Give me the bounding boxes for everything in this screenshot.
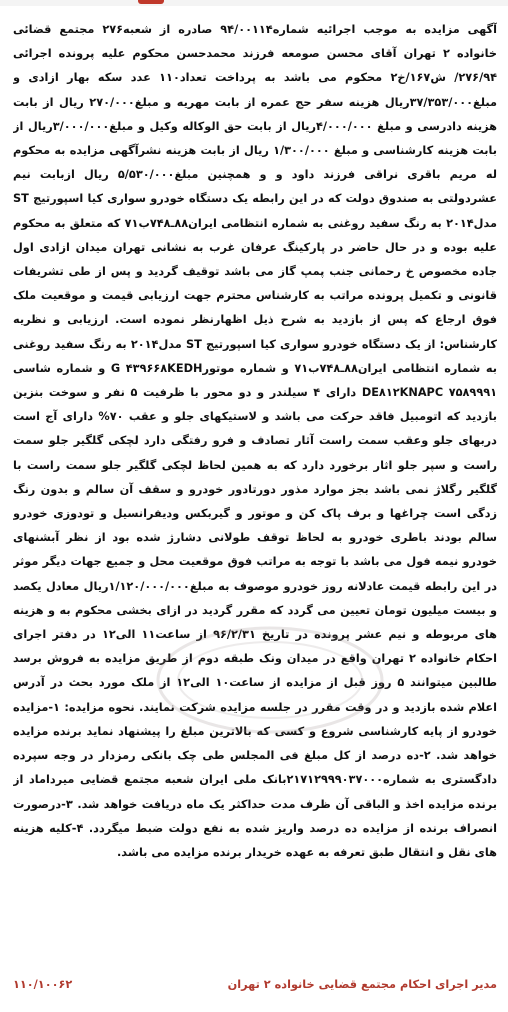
footer bbox=[13, 972, 497, 996]
auction-notice-body: آگهی مزایده به موجب اجرائیه شماره۹۴/۰۰۱۱۴ صادره از شعبه۲۷۶ مجتمع قضائی خانواده ۲ تهران آقای محسن صومعه فرزند محمدحسن محکوم علیه پرونده اجرائی ۲۷۶/۹۴/ ش۱۶۷/خ۲ محکوم می باشد به پرداخت تعداد۱۱۰ عدد سکه بهار ازادی و مبلغ۳۷/۳۵۳/۰۰۰ریال هزینه سفر حج عمره از بابت مهریه و مبلغ۲۷۰/۰۰۰ ریال از بابت هزینه دادرسی و مبلغ ۴/۰۰۰/۰۰۰ریال از بابت حق الوکاله وکیل و مبلغ۳/۰۰۰/۰۰۰ریال از بابت هزینه کارشناسی و مبلغ ۱/۳۰۰/۰۰۰ ریال از بابت هزینه نشرآگهی مزایده به محکوم له مریم باقری نراقی فرزند داود و و همچنین مبلغ۵/۵۳۰/۰۰۰ ریال ازبابت نیم عشردولتی به صندوق دولت که در این رابطه یک دستگاه خودرو سواری کیا اسپورتیج ST مدل۲۰۱۴ به رنگ سفید روغنی به شماره انتظامی ایران۸۸ـ۷۴۸ب۷۱ که متعلق به محکوم علیه بوده و در حال حاضر در پارکینگ عرفان غرب به نشانی تهران میدان ازادی اول جاده مخصوص خ رحمانی جنب پمپ گاز می باشد توقیف گردید و پس از طی تشریفات قانونی و تکمیل پرونده مراتب به کارشناس محترم جهت ارزیابی قیمت و موقعیت ملک فوق ارجاع که پس از بازدید به شرح ذیل اظهارنظر نموده است. ارزیابی و نظریه کارشناس: از یک دستگاه خودرو سواری کیا اسپورتیج ST مدل۲۰۱۴ به رنگ سفید روغنی به شماره انتظامی ایران۸۸ـ۷۴۸ب۷۱ و شماره موتورG ۴۳۹۶۶۸KEDH و شماره شاسی DE۸۱۲KNAPC ۷۵۸۹۹۹۱ دارای ۴ سیلندر و دو محور با ظرفیت ۵ نفر و سوخت بنزین بازدید که اتومبیل فاقد حرکت می باشد و لاستیکهای جلو و عقب ۷۰% دارای آج است دربهای جلو وعقب سمت راست آثار تصادف و فرو رفتگی دارد لچکی گلگیر جلو سمت راست و سپر جلو اثار برخورد دارد که به همین لحاظ لچکی گلگیر جلو سمت راست با گلگیر رگلاژ نمی باشد بجز موارد مذور دورتادور خودرو و سقف آن سالم و بدون رنگ زدگی است چراغها و برف پاک کن و موتور و گیربکس ودیفرانسیل و تودوزی خودرو سالم بودند باطری خودرو به لحاظ توقف طولانی دشارژ شده بود از نظر آبشنهای خودرو نیمه فول می باشد با توجه به مراتب فوق موقعیت محل و جمیع جهات دیگر موثر در این رابطه قیمت عادلانه روز خودرو موصوف به مبلغ۱/۱۲۰/۰۰۰/۰۰۰ریال معادل یکصد و بیست میلیون تومان تعیین می گردد که مقرر گردید در ازای بخشی محکوم به و هزینه های مربوطه و نیم عشر پرونده در تاریخ ۹۶/۲/۳۱ از ساعت۱۱ الی۱۲ در دفتر اجرای احکام خانواده ۲ تهران واقع در میدان ونک طبقه دوم از طریق مزایده به فروش برسد طالبین میتوانند ۵ روز قبل از مزایده از ساعت۱۰ الی۱۲ از ملک مورد بحث در آدرس اعلام شده بازدید و در وقت مقرر در جلسه مزایده شرکت نمایند. نحوه مزایده: ۱-مزایده خودرو از پایه کارشناسی شروع و کسی که بالاترین مبلغ را پیشنهاد نماید برنده مزایده خواهد شد. ۲-ده درصد از کل مبلغ فی المجلس طی چک بانکی رمزدار در وجه سپرده دادگستری به شماره۲۱۷۱۲۹۹۹۰۳۷۰۰۰بانک ملی ایران شعبه مجتمع قضایی میرداماد از برنده مزایده اخذ و الباقی آن ظرف مدت حداکثر یک ماه دریافت خواهد شد. ۳-درصورت انصراف برنده از مزایده ده درصد واریز شده به نفع دولت ضبط میگردد. ۴-کلیه هزینه های نقل و انتقال طبق تعرفه به عهده خریدار برنده مزایده می باشد. bbox=[13, 23, 497, 859]
notice-code: ۱۱۰/۱۰۰۶۲ bbox=[13, 977, 73, 991]
page-edge-mark bbox=[138, 0, 164, 4]
top-strip bbox=[0, 0, 508, 6]
signature-line: مدیر اجرای احکام مجتمع قضایی خانواده ۲ تهران bbox=[227, 977, 497, 991]
